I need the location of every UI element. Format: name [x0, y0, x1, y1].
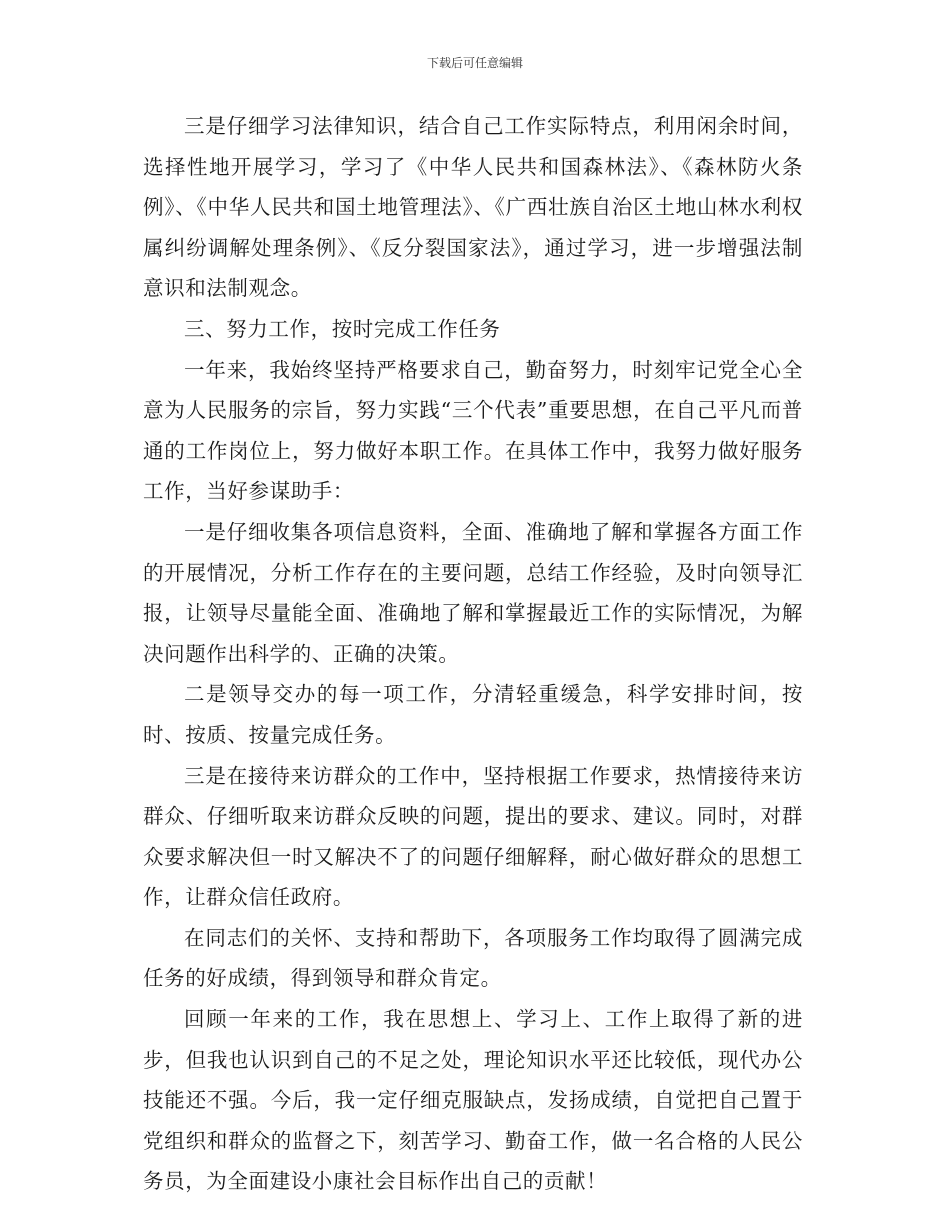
- paragraph-point-three: 三是在接待来访群众的工作中，坚持根据工作要求，热情接待来访群众、仔细听取来访群众反映的问题，提出的要求、建议。同时，对群众要求解决但一时又解决不了的问题仔细解释，耐心做好群众的思想工作，让群众信任政府。: [143, 763, 803, 910]
- page-header: 下载后可任意编辑: [426, 56, 523, 70]
- paragraph-point-one: 一是仔细收集各项信息资料，全面、准确地了解和掌握各方面工作的开展情况，分析工作存在的主要问题，总结工作经验，及时向领导汇报，让领导尽量能全面、准确地了解和掌握最近工作的实际情况，为解决问题作出科学的、正确的决策。: [143, 519, 803, 666]
- paragraph-point-two: 二是领导交办的每一项工作，分清轻重缓急，科学安排时间，按时、按质、按量完成任务。: [143, 682, 803, 747]
- paragraph-work-summary: 一年来，我始终坚持严格要求自己，勤奋努力，时刻牢记党全心全意为人民服务的宗旨，努力实践“三个代表”重要思想，在自己平凡而普通的工作岗位上，努力做好本职工作。在具体工作中，我努力做好服务工作，当好参谋助手：: [143, 357, 803, 504]
- paragraph-study-law: 三是仔细学习法律知识，结合自己工作实际特点，利用闲余时间，选择性地开展学习，学习了《中华人民共和国森林法》、《森林防火条例》、《中华人民共和国土地管理法》、《广西壮族自治区土地山林水利权属纠纷调解处理条例》、《反分裂国家法》，通过学习，进一步增强法制意识和法制观念。: [143, 114, 803, 301]
- document-body: [143, 106, 803, 1202]
- section-heading: 三、努力工作，按时完成工作任务: [184, 316, 501, 341]
- paragraph-conclusion: 回顾一年来的工作，我在思想上、学习上、工作上取得了新的进步，但我也认识到自己的不足之处，理论知识水平还比较低，现代办公技能还不强。今后，我一定仔细克服缺点，发扬成绩，自觉把自己置于党组织和群众的监督之下，刻苦学习、勤奋工作，做一名合格的人民公务员，为全面建设小康社会目标作出自己的贡献！: [143, 1007, 803, 1194]
- paragraph-achievement: 在同志们的关怀、支持和帮助下，各项服务工作均取得了圆满完成任务的好成绩，得到领导和群众肯定。: [143, 925, 803, 991]
